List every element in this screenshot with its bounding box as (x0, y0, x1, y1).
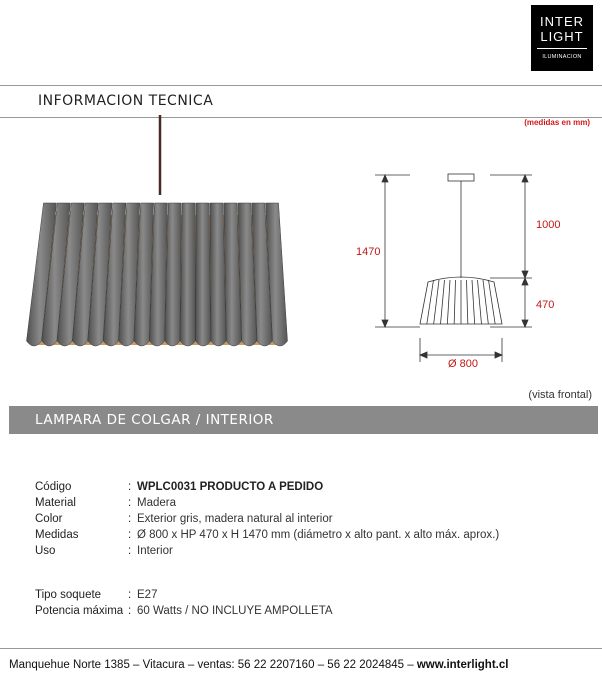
product-photo (20, 115, 310, 365)
spec-colon: : (128, 605, 132, 617)
spec-label: Código (35, 481, 72, 493)
spec-colon: : (128, 529, 132, 541)
footer-sep: – (133, 659, 140, 671)
diagram-slat (434, 280, 439, 324)
logo-line-2: LIGHT (540, 29, 584, 44)
footer-sep: – (187, 659, 195, 671)
spec-value: Madera (137, 497, 176, 509)
diagram-slat (427, 280, 434, 324)
spec-label: Potencia máxima (35, 605, 124, 617)
footer (9, 659, 508, 671)
spec-label: Tipo soquete (35, 589, 102, 601)
shade-slat (196, 203, 211, 346)
spec-value: WPLC0031 PRODUCTO A PEDIDO (137, 481, 324, 493)
spec-label: Uso (35, 545, 56, 557)
spec-label: Material (35, 497, 76, 509)
section-heading: INFORMACION TECNICA (38, 93, 214, 109)
diagram-slat (478, 280, 482, 324)
dim-total-height: 1470 (356, 246, 381, 258)
units-note: (medidas en mm) (524, 118, 590, 127)
view-label: (vista frontal) (528, 389, 592, 401)
dim-shade-height: 470 (536, 299, 555, 311)
spec-value: 60 Watts / NO INCLUYE AMPOLLETA (137, 605, 333, 617)
diagram-slat (489, 280, 496, 324)
diagram-slat (472, 280, 475, 324)
brand-logo (531, 5, 593, 71)
front-view-diagram (340, 160, 580, 380)
diagram-slat (467, 280, 468, 324)
shade-slat (180, 203, 195, 346)
spec-label: Medidas (35, 529, 79, 541)
spec-value: Interior (137, 545, 173, 557)
footer-address: Manquehue Norte 1385 (9, 659, 130, 671)
category-title: LAMPARA DE COLGAR / INTERIOR (35, 412, 274, 428)
spec-colon: : (128, 545, 132, 557)
header-divider (0, 85, 602, 86)
spec-colon: : (128, 497, 132, 509)
footer-divider (0, 648, 602, 649)
footer-sales-phone: ventas: 56 22 2207160 (197, 659, 315, 671)
diagram-slat (454, 280, 455, 324)
footer-city: Vitacura (142, 659, 185, 671)
footer-phone-2: 56 22 2024845 (327, 659, 405, 671)
spec-value: Ø 800 x HP 470 x H 1470 mm (diámetro x alto pant. x alto máx. aprox.) (137, 529, 500, 541)
footer-sep: – (407, 659, 414, 671)
logo-line-1: INTER (540, 14, 584, 29)
dim-diameter: Ø 800 (448, 358, 478, 370)
footer-website-link[interactable]: www.interlight.cl (416, 659, 509, 671)
spec-label: Color (35, 513, 63, 525)
diagram-slat (441, 280, 445, 324)
logo-line-3: ILUMINACION (542, 54, 582, 60)
spec-value: Exterior gris, madera natural al interior (137, 513, 333, 525)
diagram-slat (447, 280, 450, 324)
spec-colon: : (128, 481, 132, 493)
diagram-slat (483, 280, 488, 324)
spec-colon: : (128, 589, 132, 601)
shade-slat (210, 203, 226, 346)
spec-colon: : (128, 513, 132, 525)
logo-rule (537, 48, 587, 49)
category-bar (9, 406, 598, 434)
footer-sep: – (317, 659, 325, 671)
dim-cable-length: 1000 (536, 219, 561, 231)
spec-value: E27 (137, 589, 158, 601)
